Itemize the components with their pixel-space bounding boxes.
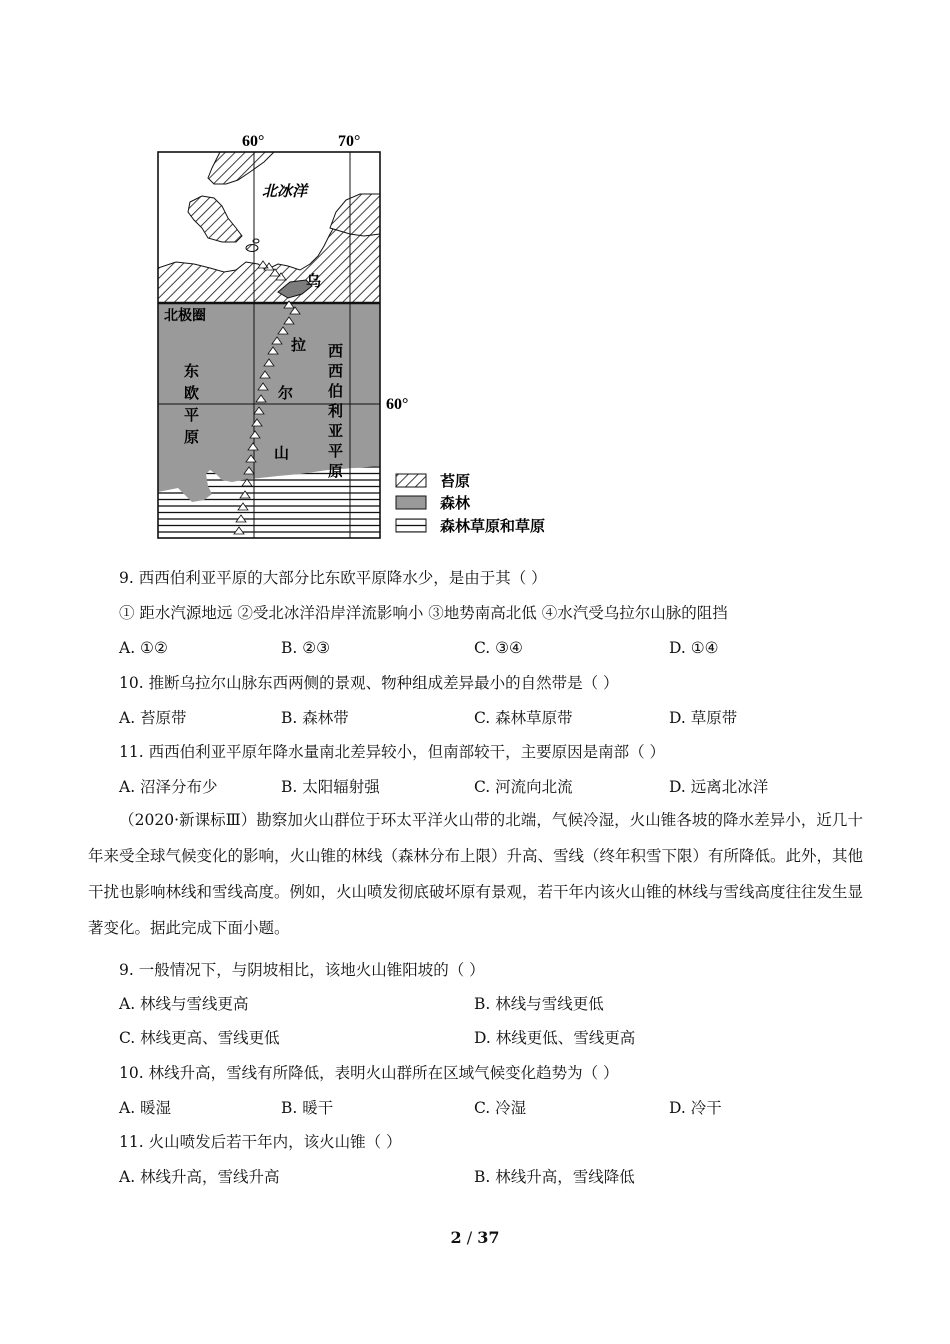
q11-option-a[interactable]: A. 沼泽分布少 <box>119 778 218 796</box>
q10-option-d[interactable]: D. 草原带 <box>669 709 738 727</box>
q11b-stem: 11. 火山喷发后若干年内，该火山锥（ ） <box>119 1133 402 1151</box>
q11-option-b[interactable]: B. 太阳辐射强 <box>281 778 380 796</box>
svg-text:亚: 亚 <box>328 422 344 440</box>
q9-option-d[interactable]: D. ①④ <box>669 639 719 657</box>
q9b-stem: 9. 一般情况下，与阴坡相比，该地火山锥阳坡的（ ） <box>119 961 485 979</box>
q10-option-b[interactable]: B. 森林带 <box>281 709 349 727</box>
q10b-option-b[interactable]: B. 暖干 <box>281 1099 334 1117</box>
q9-option-b[interactable]: B. ②③ <box>281 639 331 657</box>
arctic-ocean-label: 北冰洋 <box>262 182 308 200</box>
q10b-option-c[interactable]: C. 冷湿 <box>474 1099 527 1117</box>
q9b-option-c[interactable]: C. 林线更高、雪线更低 <box>119 1029 280 1047</box>
q9-option-c[interactable]: C. ③④ <box>474 639 523 657</box>
lat-60-label: 60° <box>386 396 409 413</box>
legend-swatch-tundra <box>396 474 426 487</box>
svg-text:原: 原 <box>184 428 200 446</box>
q10b-option-d[interactable]: D. 冷干 <box>669 1099 722 1117</box>
svg-text:原: 原 <box>328 462 344 480</box>
q9b-option-d[interactable]: D. 林线更低、雪线更高 <box>474 1029 636 1047</box>
page-number: 2 / 37 <box>450 1228 500 1247</box>
legend-label-steppe: 森林草原和草原 <box>440 517 546 535</box>
legend-label-tundra: 苔原 <box>440 472 471 490</box>
arctic-circle-label: 北极圈 <box>164 308 206 324</box>
legend-swatch-steppe <box>396 519 426 532</box>
q10b-stem: 10. 林线升高，雪线有所降低，表明火山群所在区域气候变化趋势为（ ） <box>119 1064 619 1082</box>
svg-text:乌: 乌 <box>306 272 322 290</box>
q10-option-c[interactable]: C. 森林草原带 <box>474 709 573 727</box>
svg-text:欧: 欧 <box>184 384 200 402</box>
map-legend <box>396 472 545 535</box>
q9b-option-a[interactable]: A. 林线与雪线更高 <box>119 995 249 1013</box>
lon-60-label: 60° <box>242 133 265 150</box>
q9-option-a[interactable]: A. ①② <box>119 639 168 657</box>
legend-swatch-forest <box>396 496 426 509</box>
q11b-option-a[interactable]: A. 林线升高，雪线升高 <box>119 1168 280 1186</box>
svg-text:山: 山 <box>274 444 290 462</box>
q10-stem: 10. 推断乌拉尔山脉东西两侧的景观、物种组成差异最小的自然带是（ ） <box>119 674 619 692</box>
q11-option-c[interactable]: C. 河流向北流 <box>474 778 573 796</box>
vegetation-map <box>150 128 590 548</box>
map-svg <box>150 128 590 548</box>
q9-stem: 9. 西西伯利亚平原的大部分比东欧平原降水少，是由于其（ ） <box>119 569 547 587</box>
svg-text:拉: 拉 <box>291 336 307 354</box>
q10-option-a[interactable]: A. 苔原带 <box>119 709 187 727</box>
west-siberian-plain-label <box>327 342 343 480</box>
svg-text:尔: 尔 <box>278 384 294 402</box>
svg-text:伯: 伯 <box>328 382 344 400</box>
legend-label-forest: 森林 <box>440 494 471 512</box>
q11b-option-b[interactable]: B. 林线升高，雪线降低 <box>474 1168 635 1186</box>
q10b-option-a[interactable]: A. 暖湿 <box>119 1099 172 1117</box>
svg-text:东: 东 <box>184 362 200 380</box>
svg-text:平: 平 <box>328 442 344 460</box>
q9b-option-b[interactable]: B. 林线与雪线更低 <box>474 995 604 1013</box>
lon-70-label: 70° <box>338 133 361 150</box>
svg-text:西: 西 <box>328 362 344 380</box>
q9-statements: ① 距水汽源地远 ②受北冰洋沿岸洋流影响小 ③地势南高北低 ④水汽受乌拉尔山脉的阻挡 <box>119 604 728 622</box>
passage-paragraph: （2020·新课标Ⅲ）勘察加火山群位于环太平洋火山带的北端，气候冷湿，火山锥各坡的降水差异小，近几十年来受全球气候变化的影响，火山锥的林线（森林分布上限）升高、雪线（终年积雪下限）有所降低。此外，其他干扰也影响林线和雪线高度。例如，火山喷发彻底破坏原有景观，若干年内该火山锥的林线与雪线高度往往发生显著变化。据此完成下面小题。 <box>88 811 864 937</box>
q11-option-d[interactable]: D. 远离北冰洋 <box>669 778 769 796</box>
svg-text:西: 西 <box>328 342 344 360</box>
svg-text:利: 利 <box>328 402 344 420</box>
q11-stem: 11. 西西伯利亚平原年降水量南北差异较小，但南部较干，主要原因是南部（ ） <box>119 743 666 761</box>
svg-text:平: 平 <box>184 406 200 424</box>
